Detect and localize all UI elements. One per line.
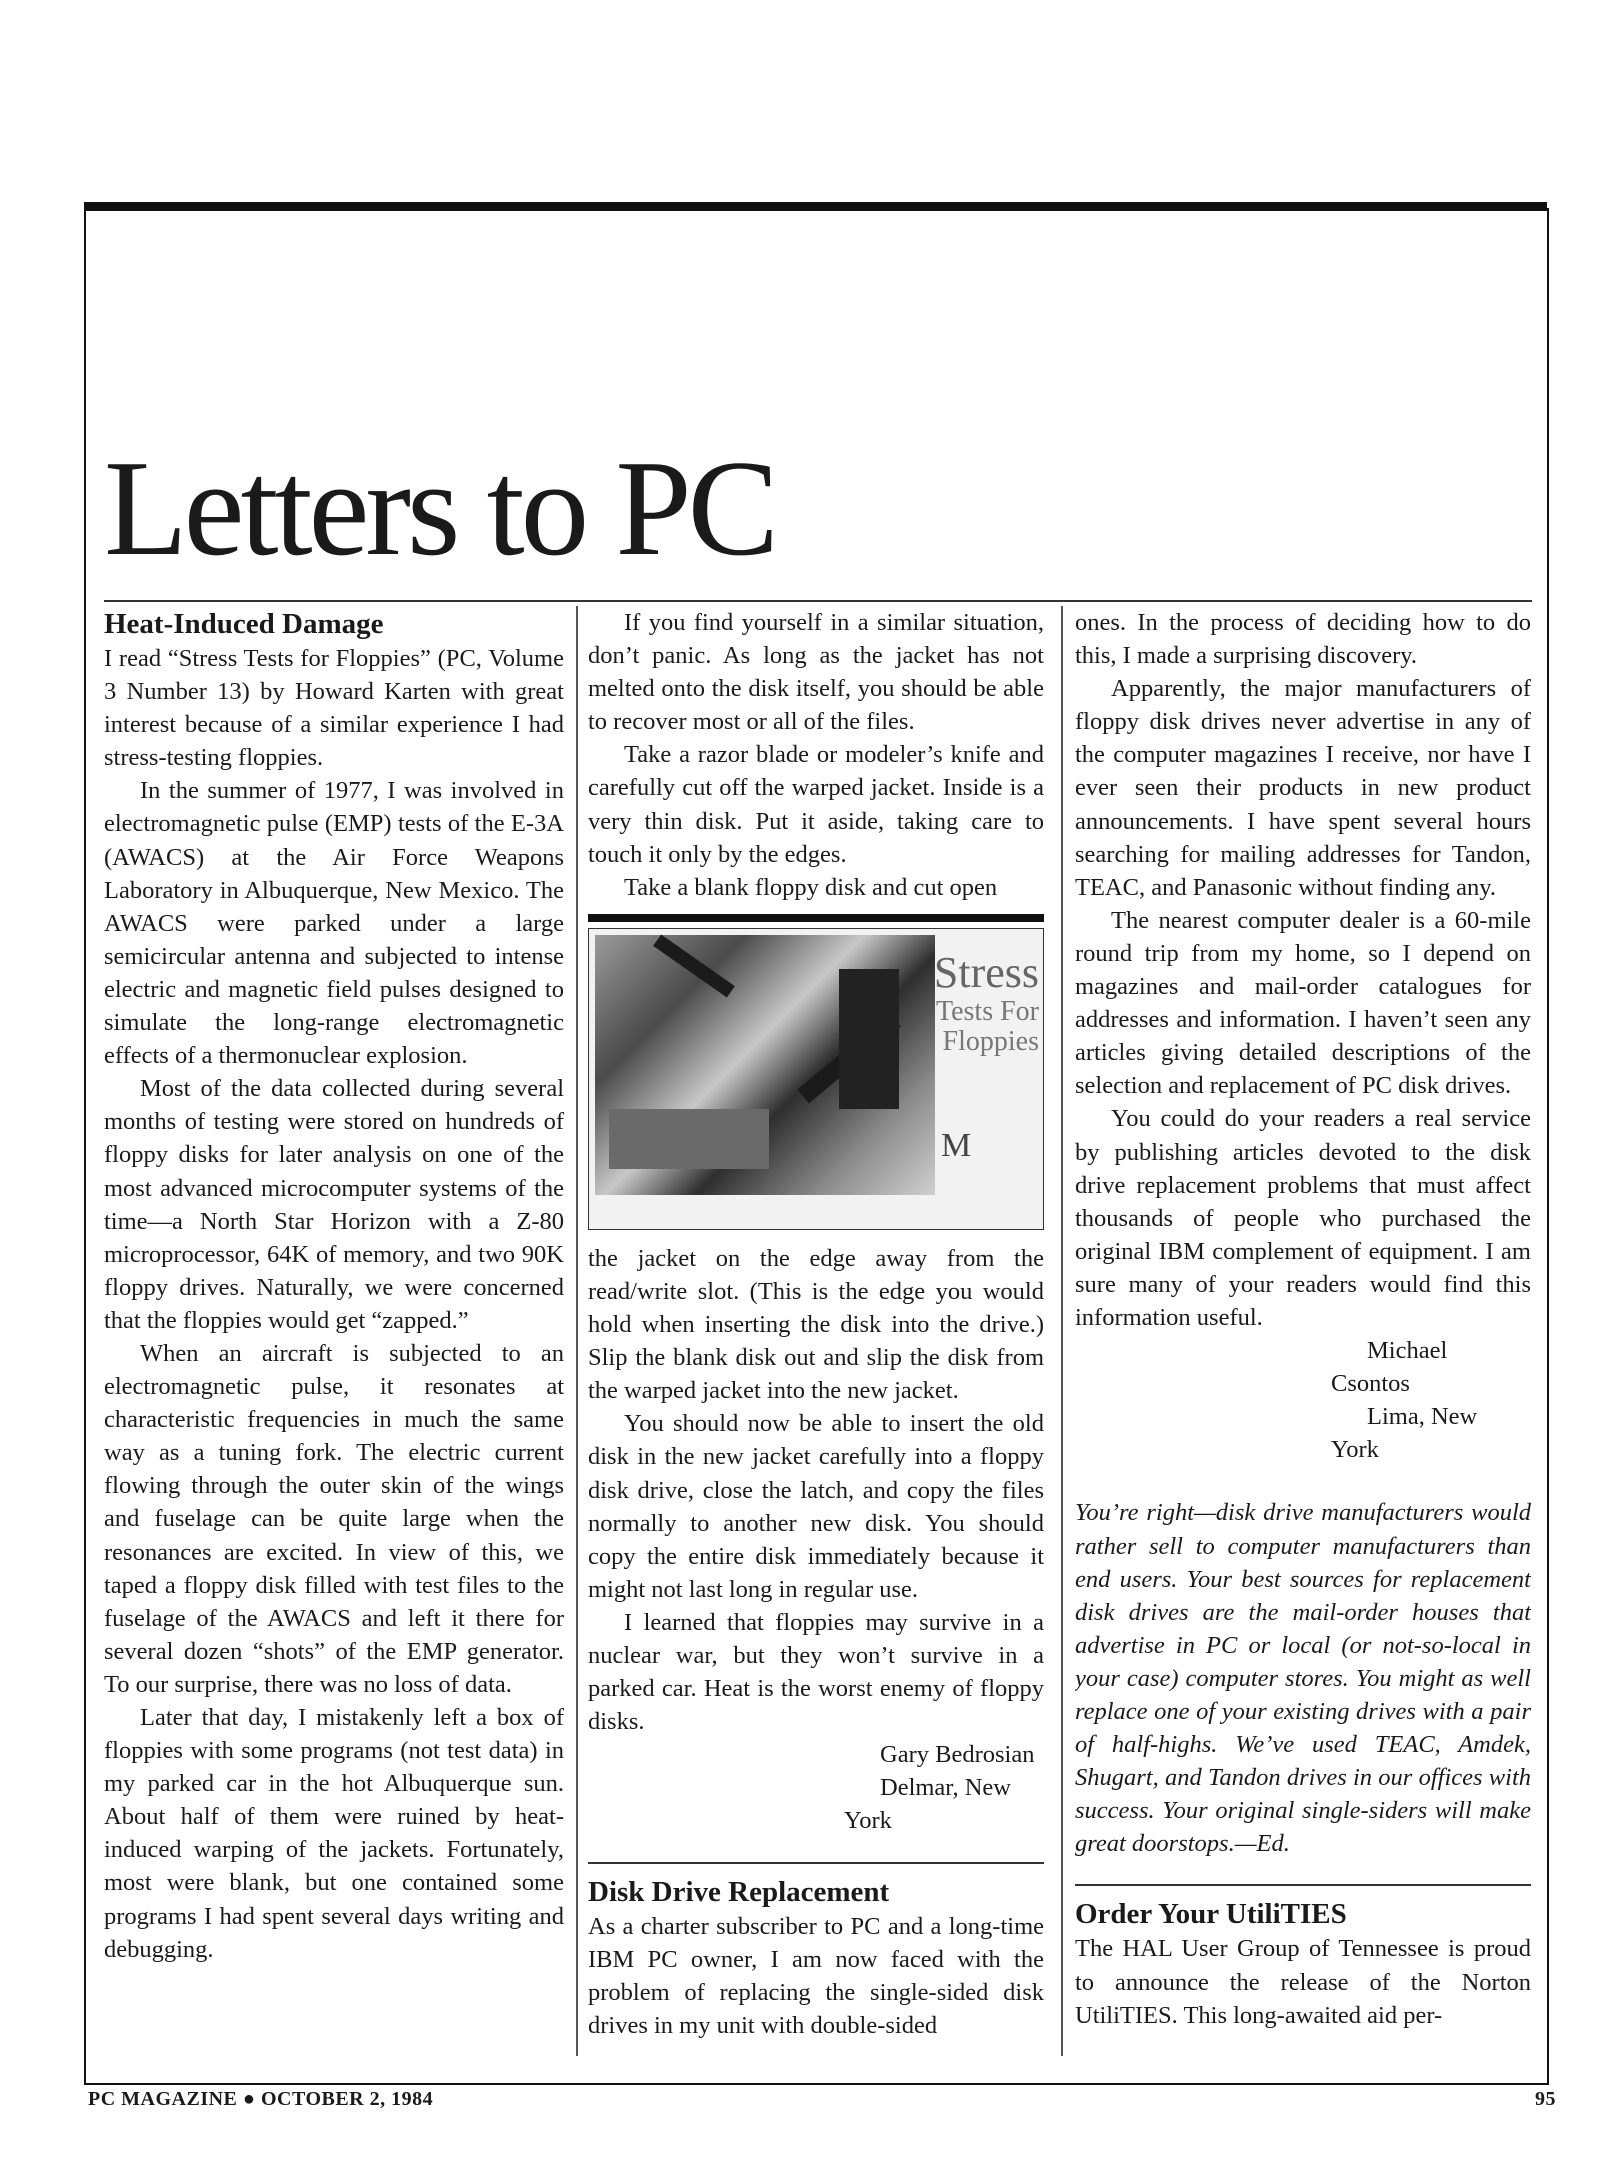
signature-place: Lima, New York bbox=[1331, 1403, 1478, 1464]
title-rule bbox=[104, 600, 1532, 602]
cover-shard bbox=[839, 969, 899, 1109]
paragraph: Apparently, the major manufacturers of floppy disk drives never advertise in any of the computer magazines I receive, nor have I ever seen their products in new product announcements. I have spent several hours searching for mailing addresses for Tandon, TEAC, and Panasonic without finding any. bbox=[1075, 675, 1531, 901]
cover-title: Stress bbox=[933, 947, 1039, 997]
paragraph: Later that day, I mistakenly left a box of floppies with some programs (not test data) in my parked car in the hot Albuquerque sun. About half of them were ruined by heat-induced warping of the jackets. Fortunately, most were blank, but one contained some programs I had spent several days writing and debugging. bbox=[104, 1704, 564, 1963]
column-divider bbox=[576, 606, 578, 2056]
figure-rule bbox=[588, 914, 1044, 922]
paragraph: the jacket on the edge away from the read/write slot. (This is the edge you would hold when inserting the disk into the drive.) Slip the blank disk out and slip the disk from the warped jacket into the new jacket. bbox=[588, 1244, 1044, 1405]
paragraph: I read “Stress Tests for Floppies” (PC, Volume 3 Number 13) by Howard Karten with great interest because of a similar experience I had stress-testing floppies. bbox=[104, 645, 564, 772]
page-number: 95 bbox=[1535, 2088, 1556, 2110]
paragraph: When an aircraft is subjected to an electromagnetic pulse, it resonates at characteristic frequencies in much the same way as a tuning fork. The electric current flowing through the outer skin of the wings and fuselage can be quite large when the resonances are excited. In view of this, we taped a floppy disk filled with test files to the fuselage of the AWACS and left it there for several dozen “shots” of the EMP generator. To our surprise, there was no loss of data. bbox=[104, 1339, 564, 1698]
signature: Michael Csontos bbox=[1331, 1337, 1448, 1398]
letter-heading-heat-damage: Heat-Induced Damage bbox=[104, 608, 384, 640]
paragraph: As a charter subscriber to PC and a long-time IBM PC owner, I am now faced with the problem of replacing the single-sided disk drives in my unit with double-sided bbox=[588, 1912, 1044, 2039]
letter-heading-disk-drive: Disk Drive Replacement bbox=[588, 1875, 890, 1908]
section-rule bbox=[588, 1862, 1044, 1864]
paragraph: Most of the data collected during several months of testing were stored on hundreds of floppy disks for later analysis on one of the most advanced microcomputer systems of the time—a North Star Horizon with a Z-80 microprocessor, 64K of memory, and two 90K floppy drives. Naturally, we were concerned that the floppies would get “zapped.” bbox=[104, 1075, 564, 1334]
paragraph: ones. In the process of deciding how to do this, I made a surprising discovery. bbox=[1075, 609, 1531, 670]
column-3 bbox=[1075, 606, 1531, 2056]
column-2 bbox=[588, 606, 1044, 2056]
cover-shard bbox=[609, 1109, 769, 1169]
paragraph: The HAL User Group of Tennessee is proud to announce the release of the Norton UtiliTIES. This long-awaited aid per- bbox=[1075, 1935, 1531, 2029]
magazine-cover-image bbox=[588, 928, 1044, 1230]
column-1 bbox=[104, 606, 564, 2056]
paragraph: The nearest computer dealer is a 60-mile round trip from my home, so I depend on magazines and mail-order catalogues for addresses and information. I haven’t seen any articles giving detailed descriptions of the selection and replacement of PC disk drives. bbox=[1075, 906, 1531, 1100]
paragraph: If you find yourself in a similar situation, don’t panic. As long as the jacket has not melted onto the disk itself, you should be able to recover most or all of the files. bbox=[588, 609, 1044, 736]
signature-place: Delmar, New York bbox=[844, 1774, 1011, 1835]
paragraph: In the summer of 1977, I was involved in electromagnetic pulse (EMP) tests of the E-3A (AWACS) at the Air Force Weapons Laboratory in Albuquerque, New Mexico. The AWACS were parked under a large semicircular antenna and subjected to intense electric and magnetic field pulses designed to simulate the long-range electromagnetic effects of a thermonuclear explosion. bbox=[104, 777, 564, 1070]
footer-magazine: PC MAGAZINE ● OCTOBER 2, 1984 bbox=[88, 2088, 434, 2110]
paragraph: Take a blank floppy disk and cut open bbox=[624, 873, 998, 901]
letter-heading-utilities: Order Your UtiliTIES bbox=[1075, 1898, 1347, 1931]
cover-letter: M bbox=[941, 1126, 972, 1164]
section-rule bbox=[1075, 1884, 1531, 1886]
column-divider bbox=[1061, 606, 1063, 2056]
cover-subtitle: Tests For Floppies bbox=[935, 995, 1039, 1057]
paragraph: You should now be able to insert the old disk in the new jacket carefully into a floppy disk drive, close the latch, and copy the files normally to another new disk. You should copy the entire disk immediately because it might not last long in regular use. bbox=[588, 1410, 1044, 1603]
signature: Gary Bedrosian bbox=[880, 1741, 1035, 1769]
editor-reply: You’re right—disk drive manufacturers would rather sell to computer manufacturers than end users. Your best sources for replacement disk drives are the mail-order houses that advertise in PC or local (or not-so-local in your case) computer stores. You might as well replace one of your existing drives with a pair of half-highs. We’ve used TEAC, Amdek, Shugart, and Tandon drives in our offices with success. Your original single-siders will make great doorstops.—Ed. bbox=[1075, 1499, 1531, 1858]
page-title: Letters to PC bbox=[104, 432, 775, 584]
paragraph: You could do your readers a real service by publishing articles devoted to the disk drive replacement problems that must affect thousands of people who purchased the original IBM complement of equipment. I am sure many of your readers would find this information useful. bbox=[1075, 1105, 1531, 1331]
paragraph: I learned that floppies may survive in a nuclear war, but they won’t survive in a parked car. Heat is the worst enemy of floppy disks. bbox=[588, 1608, 1044, 1736]
paragraph: Take a razor blade or modeler’s knife and carefully cut off the warped jacket. Inside is a very thin disk. Put it aside, taking care to touch it only by the edges. bbox=[588, 741, 1044, 868]
